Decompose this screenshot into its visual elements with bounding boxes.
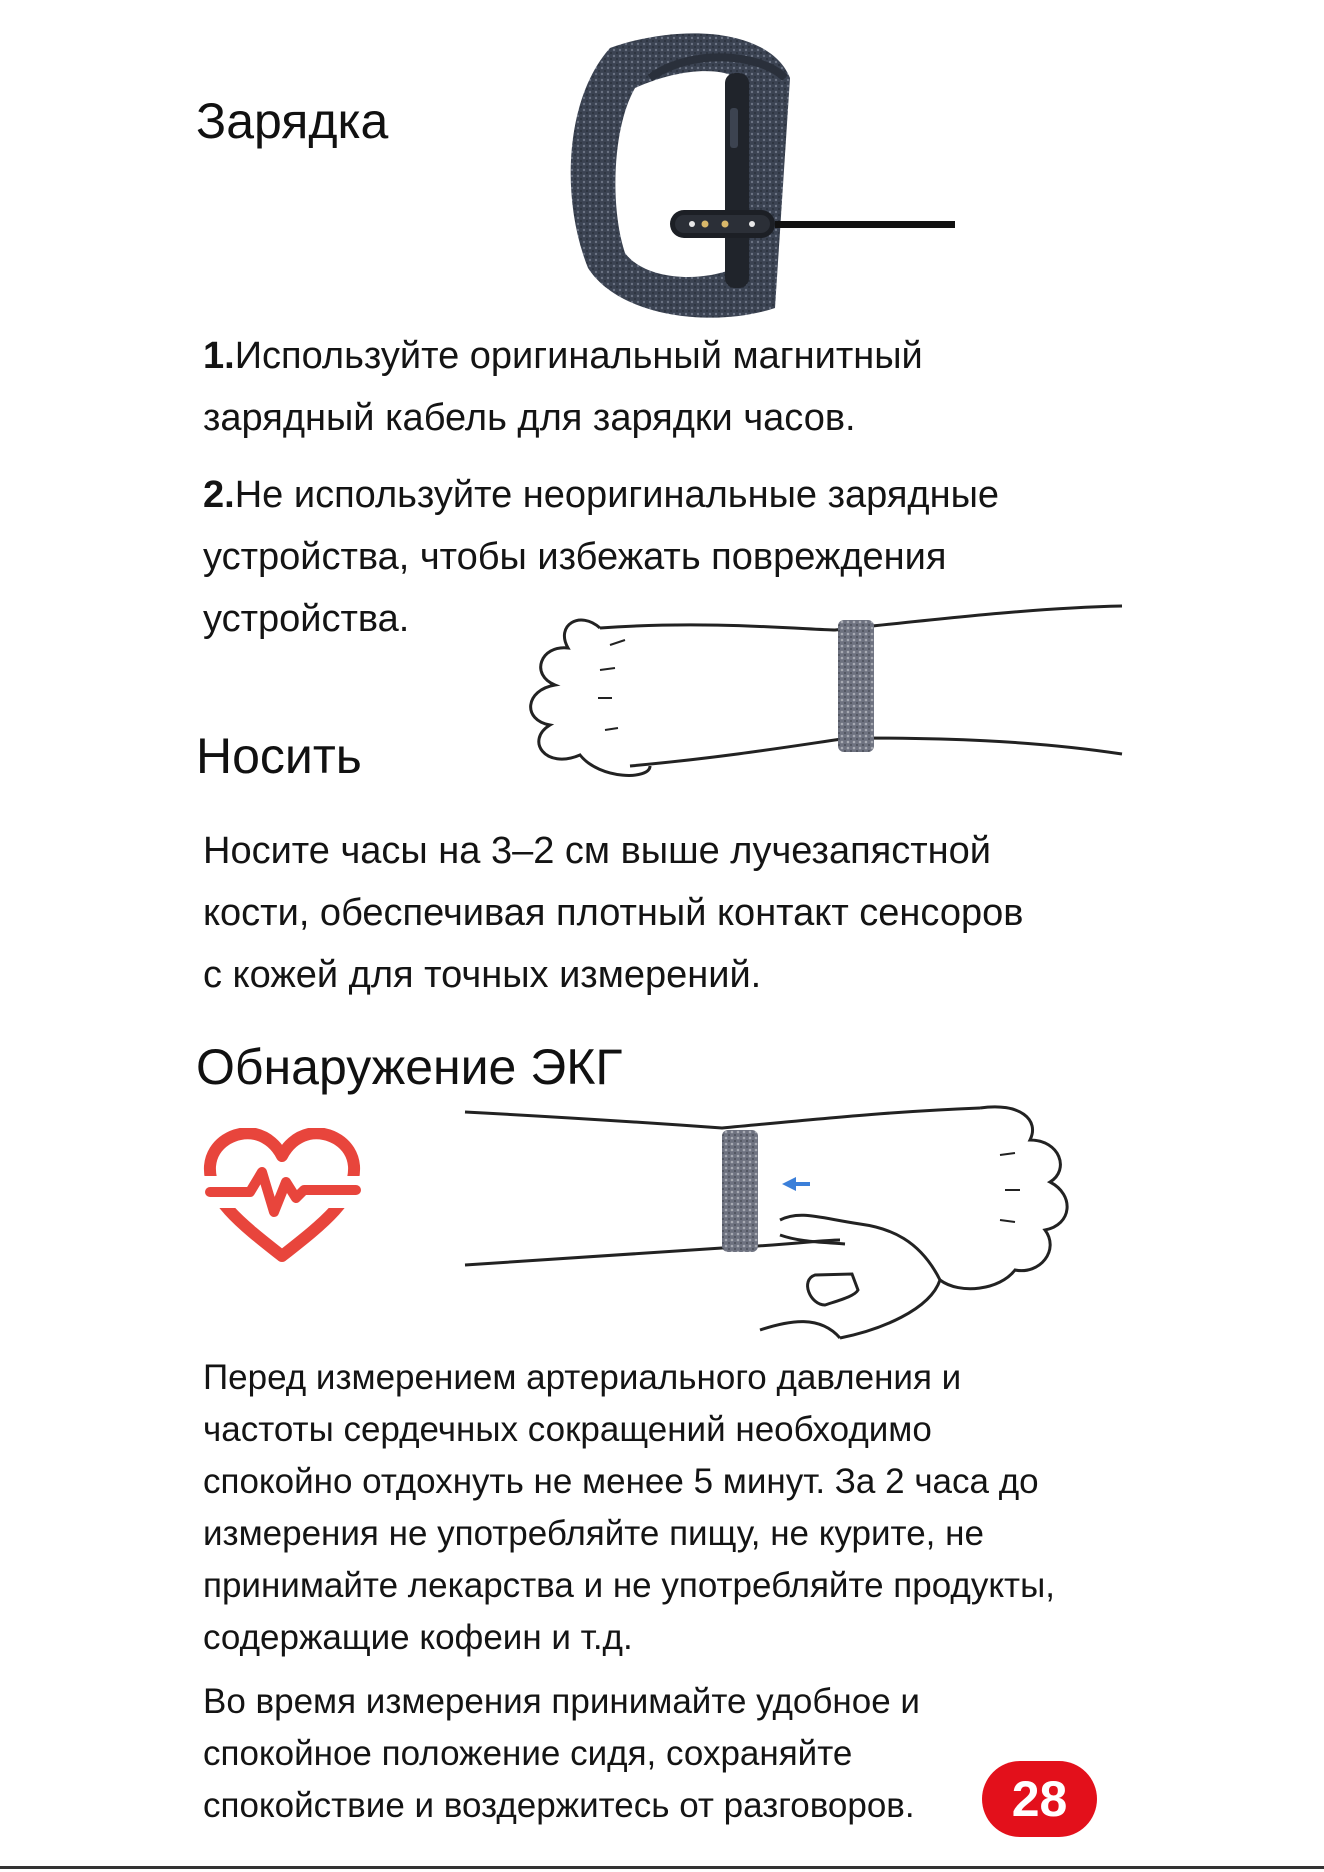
ecg-touch-illustration xyxy=(460,1100,1100,1360)
text-line: спокойно отдохнуть не менее 5 минут. За 2 часа до xyxy=(203,1462,1039,1501)
wrist-wearing-illustration xyxy=(510,590,1130,790)
text-line: Перед измерением артериального давления и xyxy=(203,1358,962,1397)
item-text-line: устройства, чтобы избежать повреждения xyxy=(203,536,947,578)
item-text-line: устройства. xyxy=(203,598,410,640)
band-charger-illustration xyxy=(540,18,960,328)
heart-pulse-icon xyxy=(200,1128,365,1268)
item-text-line: Используйте оригинальный магнитный xyxy=(234,335,923,377)
item-text-line: зарядный кабель для зарядки часов. xyxy=(203,397,856,439)
item-text-line: Не используйте неоригинальные зарядные xyxy=(234,474,1000,516)
text-line: спокойствие и воздержитесь от разговоров. xyxy=(203,1786,915,1825)
item-number: 2. xyxy=(203,474,235,516)
bottom-divider xyxy=(0,1866,1324,1869)
text-line: содержащие кофеин и т.д. xyxy=(203,1618,633,1657)
text-line: спокойное положение сидя, сохраняйте xyxy=(203,1734,853,1773)
ecg-paragraph-1 xyxy=(203,1352,1303,1664)
item-number: 1. xyxy=(203,335,235,377)
charging-item-1 xyxy=(203,325,1203,449)
ecg-paragraph-2 xyxy=(203,1676,1303,1832)
ecg-heading: Обнаружение ЭКГ xyxy=(196,1039,623,1095)
charging-heading: Зарядка xyxy=(196,93,389,149)
text-line: кости, обеспечивая плотный контакт сенсоров xyxy=(203,892,1024,934)
text-line: с кожей для точных измерений. xyxy=(203,954,762,996)
text-line: Во время измерения принимайте удобное и xyxy=(203,1682,920,1721)
text-line: Носите часы на 3–2 см выше лучезапястной xyxy=(203,830,991,872)
wearing-heading: Носить xyxy=(196,728,362,784)
page-number-badge: 28 xyxy=(982,1761,1097,1837)
text-line: измерения не употребляйте пищу, не курите, не xyxy=(203,1514,984,1553)
text-line: частоты сердечных сокращений необходимо xyxy=(203,1410,932,1449)
text-line: принимайте лекарства и не употребляйте продукты, xyxy=(203,1566,1055,1605)
wearing-paragraph xyxy=(203,820,1293,1006)
